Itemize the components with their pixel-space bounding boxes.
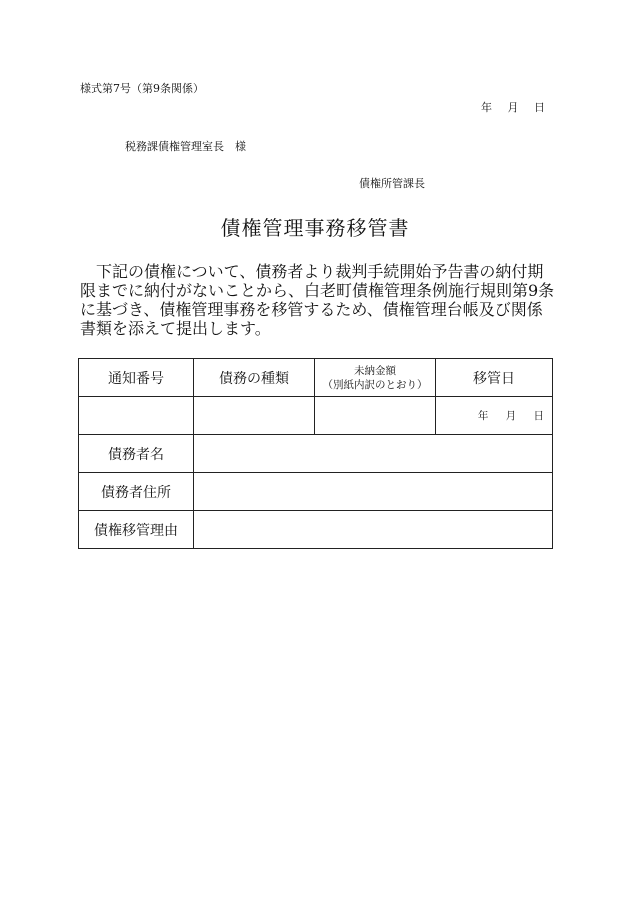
addressee: 税務課債権管理室長 様 [125, 140, 246, 153]
sender: 債権所管課長 [359, 177, 425, 190]
notice-number-cell[interactable] [79, 397, 194, 435]
debt-type-cell[interactable] [194, 397, 315, 435]
transfer-reason-cell[interactable] [194, 511, 553, 549]
transfer-date-cell[interactable]: 年 月 日 [436, 397, 553, 435]
unpaid-amount-cell[interactable] [315, 397, 436, 435]
document-date: 年 月 日 [481, 101, 545, 114]
table-header-row [79, 359, 553, 397]
body-paragraph: 下記の債権について、債務者より裁判手続開始予告書の納付期限までに納付がないことから、白老町債権管理条例施行規則第9条に基づき、債権管理事務を移管するため、債権管理台帳及び関係書類を添えて提出します。 [80, 262, 555, 338]
debtor-address-row [79, 473, 553, 511]
debtor-address-cell[interactable] [194, 473, 553, 511]
table-value-row [79, 397, 553, 435]
debtor-name-cell[interactable] [194, 435, 553, 473]
debtor-name-row [79, 435, 553, 473]
header-unpaid-amount-line2: （別紙内訳のとおり） [322, 378, 428, 391]
header-unpaid-amount [315, 359, 436, 397]
document-title: 債権管理事務移管書 [220, 216, 410, 240]
form-number: 様式第7号（第9条関係） [80, 82, 204, 95]
header-unpaid-amount-line1: 未納金額 [354, 364, 396, 377]
debtor-name-label: 債務者名 [79, 435, 194, 473]
transfer-reason-row [79, 511, 553, 549]
transfer-table [78, 358, 553, 549]
transfer-reason-label: 債権移管理由 [79, 511, 194, 549]
header-notice-number: 通知番号 [79, 359, 194, 397]
header-debt-type: 債務の種類 [194, 359, 315, 397]
header-transfer-date: 移管日 [436, 359, 553, 397]
debtor-address-label: 債務者住所 [79, 473, 194, 511]
